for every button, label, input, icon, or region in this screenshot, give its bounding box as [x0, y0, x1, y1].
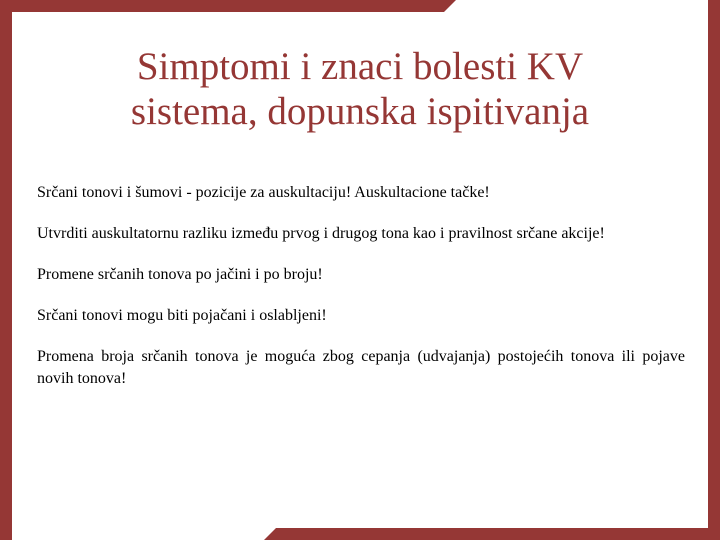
slide-border-bottom: [0, 528, 720, 540]
paragraph-split-or-new-tones: Promena broja srčanih tonova je moguća zbog cepanja (udvajanja) postojećih tonova ili pojave novih tonova!: [37, 348, 685, 387]
paragraph-tone-intensity-and-number: Promene srčanih tonova po jačini i po broju!: [37, 266, 323, 283]
paragraph-heart-tone-difference: Utvrditi auskultatornu razliku između prvog i drugog tona kao i pravilnost srčane akcije!: [37, 225, 605, 242]
slide-border-left: [0, 0, 12, 540]
paragraph-amplified-weakened-tones: Srčani tonovi mogu biti pojačani i oslabljeni!: [37, 307, 327, 324]
slide-border-top: [0, 0, 720, 12]
title-line-2: sistema, dopunska ispitivanja: [130, 90, 590, 133]
slide-content: [37, 182, 685, 409]
slide-title: [40, 44, 680, 134]
slide-border-right: [708, 0, 720, 540]
paragraph-auscultation-points: Srčani tonovi i šumovi - pozicije za auskultaciju! Auskultacione tačke!: [37, 184, 490, 201]
title-line-1: Simptomi i znaci bolesti KV: [136, 45, 584, 88]
